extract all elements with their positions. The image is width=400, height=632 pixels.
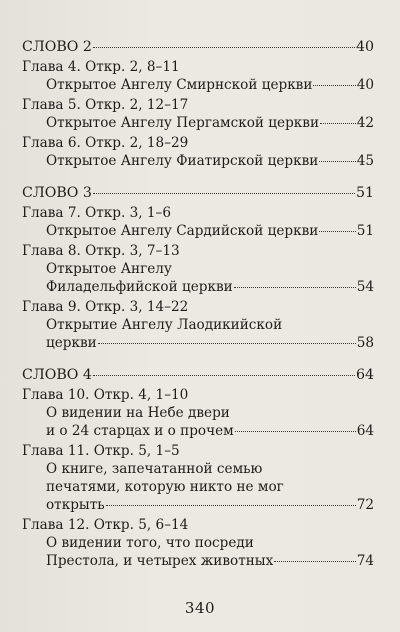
- chapter-title-text: Открытие Ангелу Лаодикийской: [46, 317, 283, 333]
- dot-leader: [274, 561, 355, 562]
- chapter-title-text: О видении на Небе двери: [46, 405, 230, 421]
- chapter-title-line: [22, 152, 374, 170]
- chapter-page: 72: [356, 497, 374, 513]
- chapter-page: 42: [356, 115, 374, 131]
- chapter-title-line: [22, 404, 374, 422]
- chapter-heading: Глава 5. Откр. 2, 12–17: [22, 97, 189, 113]
- toc-section: [22, 366, 374, 570]
- chapter-title-line: [22, 496, 374, 514]
- chapter-heading: Глава 6. Откр. 2, 18–29: [22, 135, 189, 151]
- chapter-heading: Глава 4. Откр. 2, 8–11: [22, 59, 180, 75]
- dot-leader: [320, 123, 356, 124]
- dot-leader: [234, 287, 356, 288]
- section-title: СЛОВО 3: [22, 185, 92, 201]
- section-title: СЛОВО 2: [22, 39, 92, 55]
- chapter-head: [22, 58, 374, 76]
- chapter-entry[interactable]: [22, 242, 374, 296]
- chapter-heading: Глава 12. Откр. 5, 6–14: [22, 517, 189, 533]
- section-spacer: [22, 352, 374, 366]
- toc-section: [22, 38, 374, 170]
- chapter-page: 45: [356, 153, 374, 169]
- chapter-title-line: [22, 278, 374, 296]
- section-entry[interactable]: [22, 366, 374, 384]
- dot-leader: [235, 431, 356, 432]
- chapter-title-text: печатями, которую никто не мог: [46, 479, 284, 495]
- section-page: 40: [355, 39, 374, 55]
- chapter-title-text: Открытое Ангелу: [46, 261, 172, 277]
- chapter-heading: Глава 10. Откр. 4, 1–10: [22, 387, 189, 403]
- section-title: СЛОВО 4: [22, 367, 92, 383]
- chapter-page: 51: [356, 223, 374, 239]
- chapter-head: [22, 134, 374, 152]
- chapter-entry[interactable]: [22, 96, 374, 132]
- chapter-title-line: [22, 260, 374, 278]
- chapter-title-line: [22, 114, 374, 132]
- chapter-entry[interactable]: [22, 298, 374, 352]
- chapter-head: [22, 204, 374, 222]
- chapter-title-text: Престола, и четырех животных: [46, 553, 274, 569]
- toc-section: [22, 184, 374, 352]
- section-entry[interactable]: [22, 38, 374, 56]
- chapter-page: 64: [356, 423, 374, 439]
- chapter-title-text: О видении того, что посреди: [46, 535, 254, 551]
- page-number: 340: [184, 599, 216, 617]
- chapter-heading: Глава 8. Откр. 3, 7–13: [22, 243, 180, 259]
- chapter-title-line: [22, 222, 374, 240]
- chapter-title-line: [22, 552, 374, 570]
- chapter-heading: Глава 11. Откр. 5, 1–5: [22, 443, 180, 459]
- chapter-title-line: [22, 334, 374, 352]
- chapter-head: [22, 386, 374, 404]
- chapter-entry[interactable]: [22, 58, 374, 94]
- section-entry[interactable]: [22, 184, 374, 202]
- chapter-title-text: О книге, запечатанной семью: [46, 461, 263, 477]
- chapter-head: [22, 242, 374, 260]
- chapter-title-text: и о 24 старцах и о прочем: [46, 423, 234, 439]
- chapter-title-text: Филадельфийской церкви: [46, 279, 233, 295]
- section-spacer: [22, 170, 374, 184]
- chapter-head: [22, 96, 374, 114]
- chapter-title-text: Открытое Ангелу Смирнской церкви: [46, 77, 313, 93]
- chapter-page: 54: [356, 279, 374, 295]
- chapter-head: [22, 298, 374, 316]
- dot-leader: [93, 193, 355, 194]
- chapter-title-text: Открытое Ангелу Фиатирской церкви: [46, 153, 319, 169]
- chapter-title-line: [22, 478, 374, 496]
- chapter-heading: Глава 9. Откр. 3, 14–22: [22, 299, 189, 315]
- dot-leader: [313, 85, 355, 86]
- dot-leader: [319, 231, 355, 232]
- chapter-title-text: церкви: [46, 335, 97, 351]
- section-page: 51: [355, 185, 374, 201]
- chapter-head: [22, 442, 374, 460]
- chapter-entry[interactable]: [22, 386, 374, 440]
- chapter-title-text: Открытое Ангелу Пергамской церкви: [46, 115, 320, 131]
- chapter-title-text: Открытое Ангелу Сардийской церкви: [46, 223, 319, 239]
- chapter-entry[interactable]: [22, 516, 374, 570]
- dot-leader: [93, 375, 355, 376]
- table-of-contents: [22, 38, 374, 570]
- chapter-entry[interactable]: [22, 134, 374, 170]
- chapter-title-text: открыть: [46, 497, 105, 513]
- chapter-title-line: [22, 422, 374, 440]
- chapter-head: [22, 516, 374, 534]
- chapter-page: 58: [356, 335, 374, 351]
- chapter-title-line: [22, 316, 374, 334]
- chapter-title-line: [22, 534, 374, 552]
- dot-leader: [106, 505, 356, 506]
- chapter-title-line: [22, 76, 374, 94]
- section-page: 64: [355, 367, 374, 383]
- chapter-page: 40: [356, 77, 374, 93]
- dot-leader: [319, 161, 355, 162]
- dot-leader: [93, 47, 355, 48]
- chapter-title-line: [22, 460, 374, 478]
- chapter-entry[interactable]: [22, 442, 374, 514]
- chapter-heading: Глава 7. Откр. 3, 1–6: [22, 205, 172, 221]
- chapter-entry[interactable]: [22, 204, 374, 240]
- dot-leader: [98, 343, 356, 344]
- chapter-page: 74: [356, 553, 374, 569]
